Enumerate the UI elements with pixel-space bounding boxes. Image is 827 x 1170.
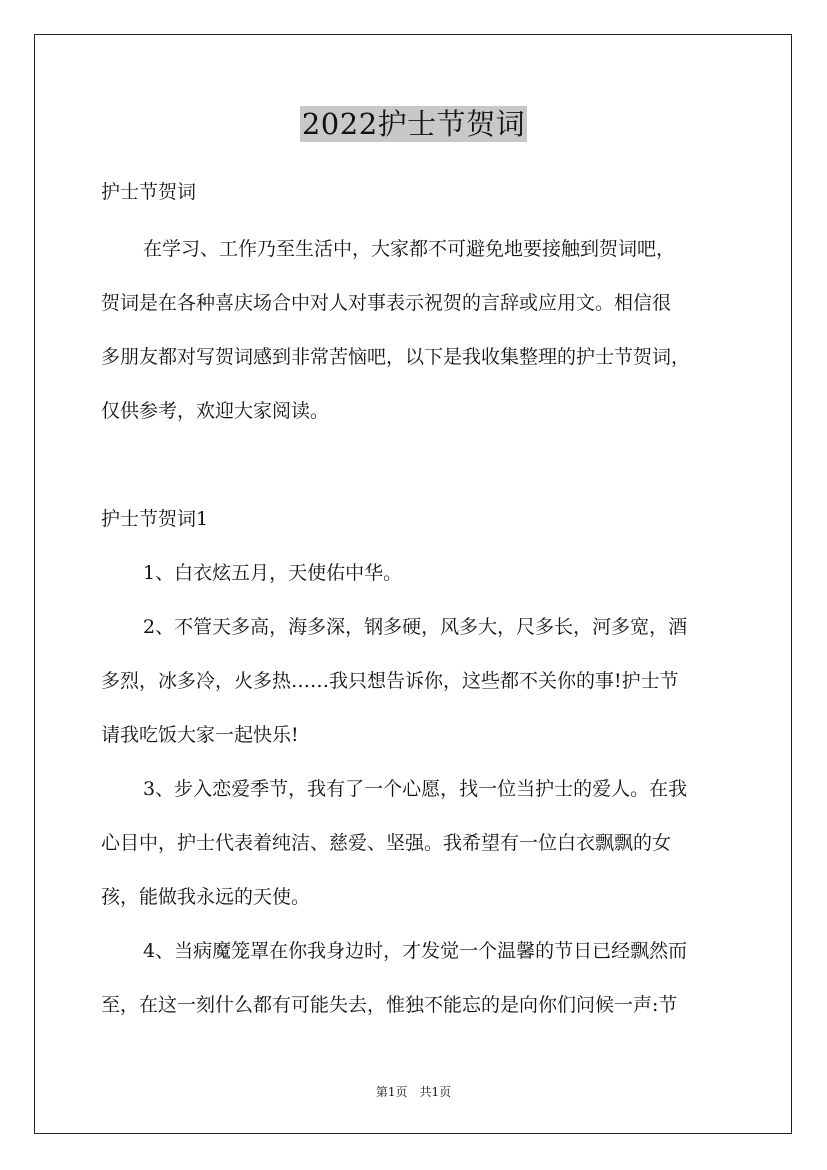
- paragraph-line: 多朋友都对写贺词感到非常苦恼吧，以下是我收集整理的护士节贺词，: [101, 346, 691, 368]
- document-title: 2022护士节贺词: [301, 107, 526, 141]
- paragraph-line: 在学习、工作乃至生活中，大家都不可避免地要接触到贺词吧，: [143, 238, 676, 260]
- paragraph-line: 请我吃饭大家一起快乐!: [101, 724, 299, 746]
- section-heading: 护士节贺词1: [101, 508, 209, 530]
- paragraph-line: 贺词是在各种喜庆场合中对人对事表示祝贺的言辞或应用文。相信很: [101, 292, 672, 314]
- paragraph-line: 4、当病魔笼罩在你我身边时，才发觉一个温馨的节日已经飘然而: [143, 940, 688, 962]
- paragraph-line: 2、不管天多高，海多深，钢多硬，风多大，尺多长，河多宽，酒: [143, 616, 688, 638]
- paragraph-line: 至，在这一刻什么都有可能失去，惟独不能忘的是向你们问候一声:节: [101, 994, 678, 1016]
- paragraph-line: 多烈，冰多冷，火多热……我只想告诉你，这些都不关你的事!护士节: [101, 670, 679, 692]
- page-footer: 第1页 共1页: [375, 1085, 452, 1099]
- paragraph-line: 3、步入恋爱季节，我有了一个心愿，找一位当护士的爱人。在我: [143, 778, 688, 800]
- title-container: [0, 106, 827, 142]
- paragraph-line: 心目中，护士代表着纯洁、慈爱、坚强。我希望有一位白衣飘飘的女: [101, 832, 672, 854]
- section-heading: 护士节贺词: [101, 181, 197, 203]
- paragraph-line: 仅供参考，欢迎大家阅读。: [101, 400, 330, 422]
- paragraph-line: 孩，能做我永远的天使。: [101, 886, 311, 908]
- paragraph-line: 1、白衣炫五月，天使佑中华。: [143, 562, 403, 584]
